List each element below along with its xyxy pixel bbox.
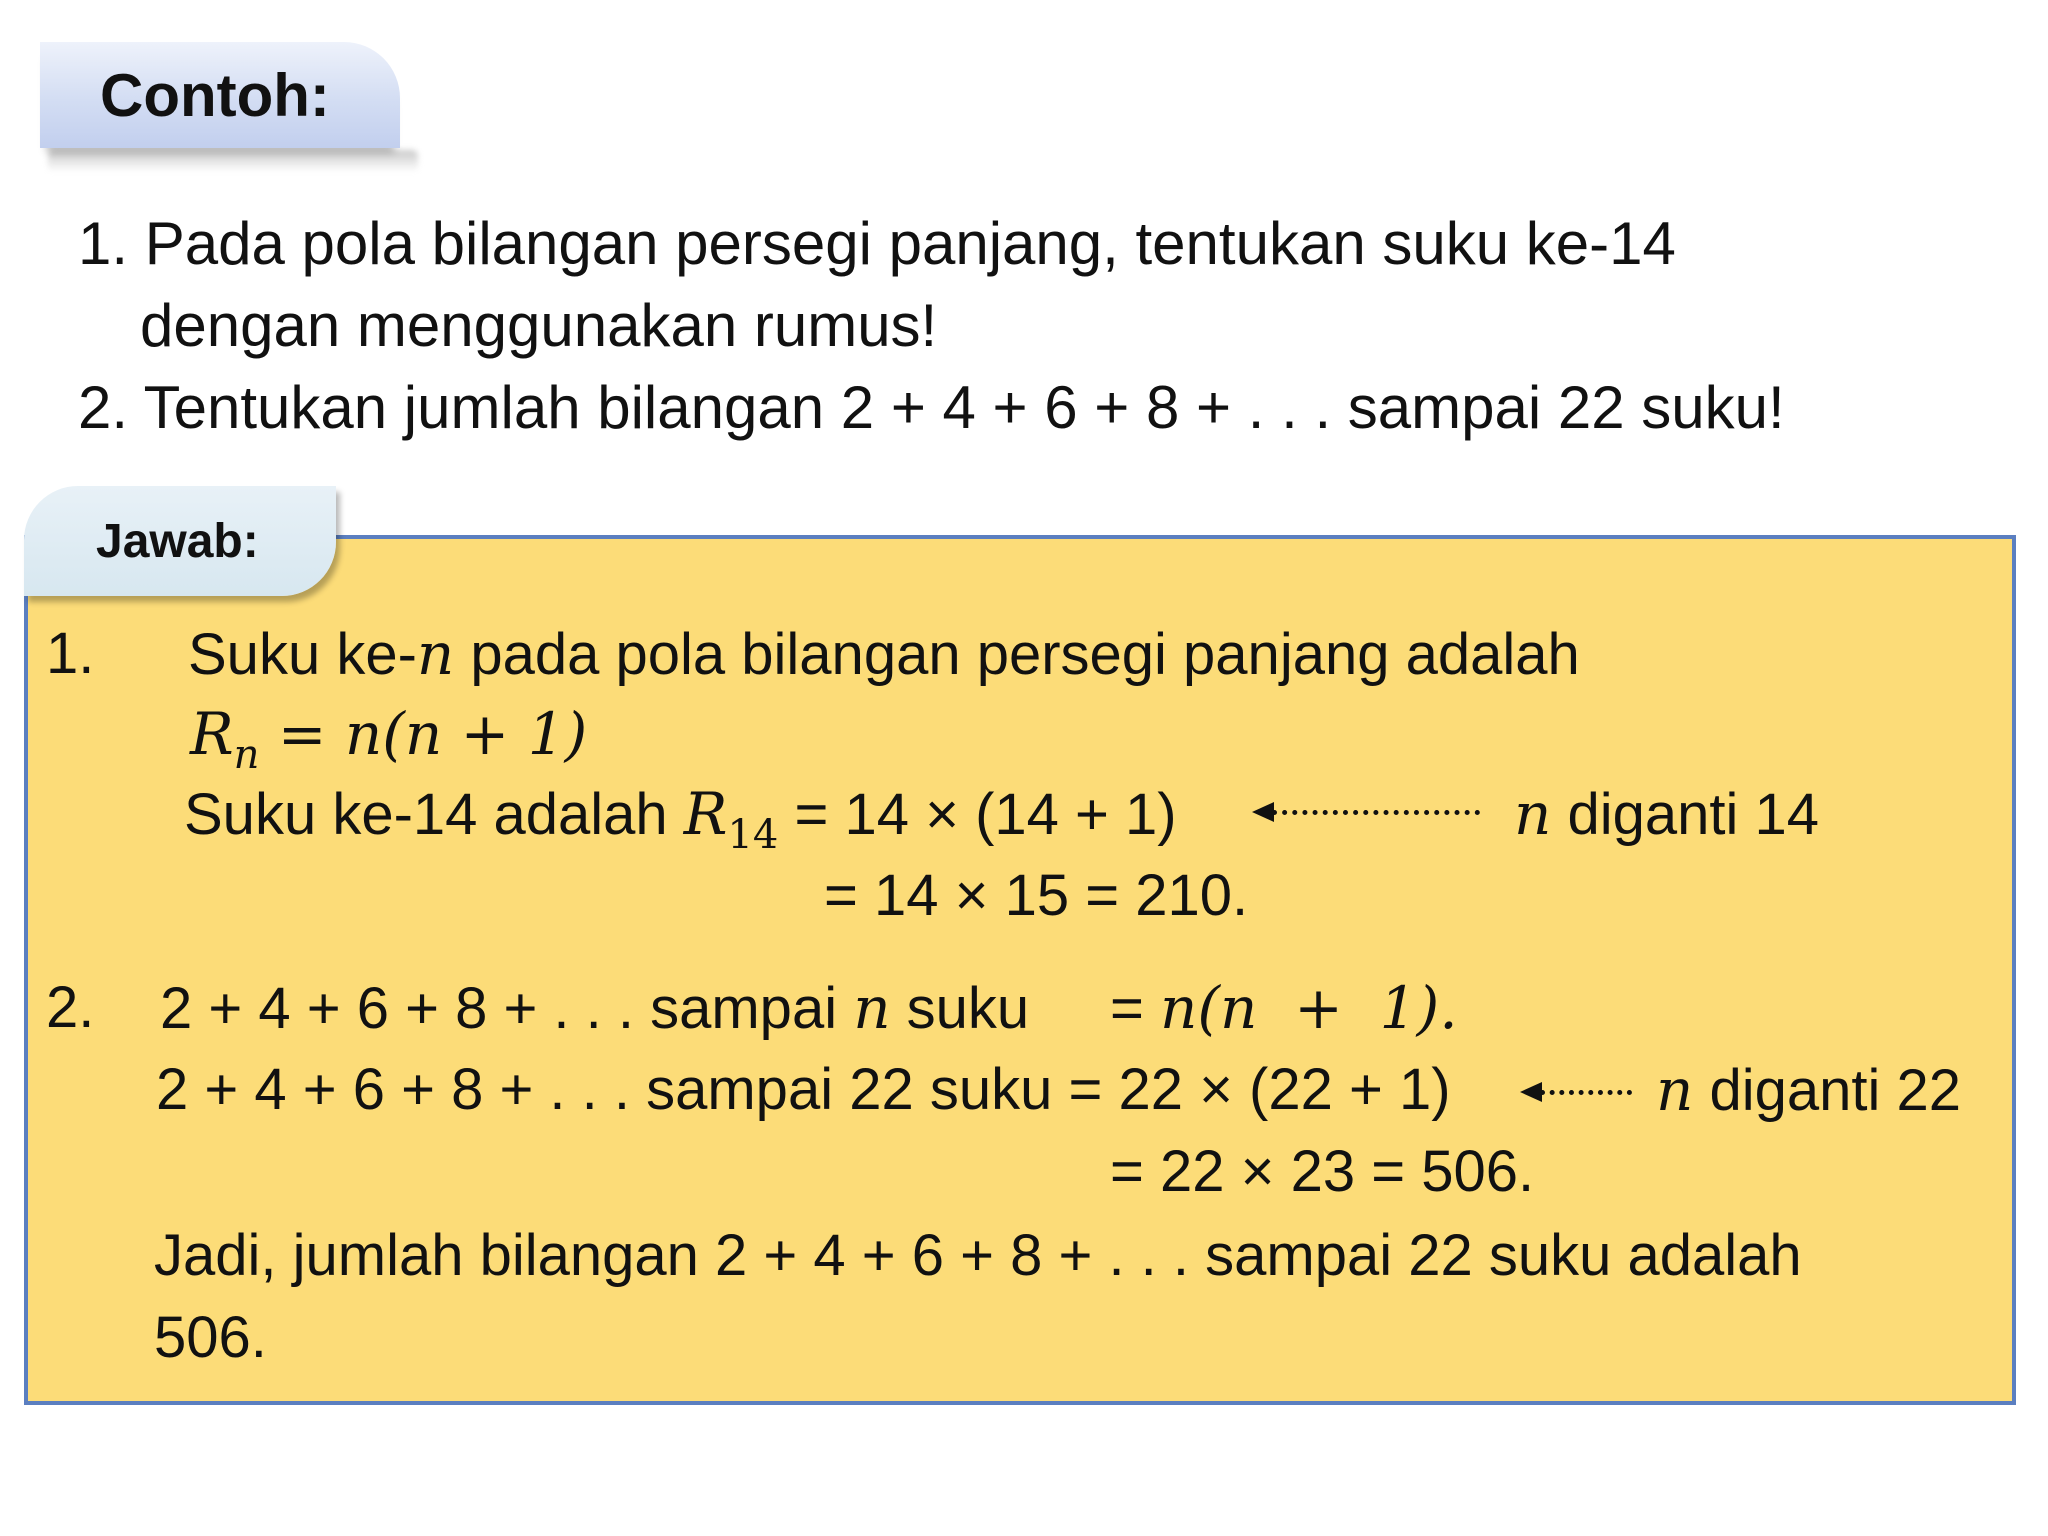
answer-2-line-1-eq: = [1110, 976, 1160, 1041]
answer-2-line-1 [160, 972, 1029, 1045]
answer-2-note-text: diganti 22 [1693, 1058, 1962, 1123]
answer-2-note-var: n [1656, 1056, 1694, 1124]
answer-1-line-3-pre: Suku ke-14 adalah [184, 782, 684, 847]
answer-label: Jawab: [96, 515, 259, 568]
answer-1-note [1514, 778, 1819, 851]
answer-2-line-1-post: suku [890, 976, 1030, 1041]
answer-2-line-1-result [1110, 972, 1458, 1045]
answer-1-line-1 [188, 618, 1580, 691]
answer-1-arrow-head [1252, 802, 1274, 822]
answer-1-number: 1. [46, 621, 95, 686]
answer-1-line-1-pre: Suku ke- [188, 622, 417, 687]
answer-1-formula-rest: = n(n + 1) [259, 700, 588, 768]
question-1-line-1: 1. Pada pola bilangan persegi panjang, tentukan suku ke-14 [78, 210, 1676, 277]
answer-1-line-1-post: pada pola bilangan persegi panjang adalah [454, 622, 1580, 687]
answer-1-formula [190, 698, 588, 778]
answer-1-line-3-eq: = 14 × (14 + 1) [778, 782, 1177, 847]
header-tab-shadow [48, 150, 418, 172]
answer-1-arrow-line [1272, 810, 1480, 815]
answer-1-note-text: diganti 14 [1551, 782, 1820, 847]
question-1-line-2: dengan menggunakan rumus! [140, 292, 938, 359]
answer-2-line-1-var: n [853, 974, 891, 1042]
answer-2-arrow-line [1540, 1090, 1632, 1095]
answer-2-line-3: = 22 × 23 = 506. [1110, 1139, 1535, 1204]
header-title: Contoh: [100, 62, 330, 129]
answer-2-arrow-head [1520, 1082, 1542, 1102]
question-2: 2. Tentukan jumlah bilangan 2 + 4 + 6 + 8 + . . . sampai 22 suku! [78, 374, 1785, 441]
answer-1-line-4: = 14 × 15 = 210. [824, 863, 1249, 928]
answer-1-formula-sub: n [233, 732, 260, 778]
answer-2-line-2: 2 + 4 + 6 + 8 + . . . sampai 22 suku = 22 × (22 + 1) [156, 1057, 1451, 1122]
answer-2-number: 2. [46, 975, 95, 1040]
answer-1-note-var: n [1514, 780, 1552, 848]
answer-2-line-1-formula: n(n + 1). [1160, 974, 1458, 1042]
answer-1-line-3-R: R [683, 780, 728, 848]
answer-1-line-1-var: n [416, 620, 455, 688]
answer-2-line-1-pre: 2 + 4 + 6 + 8 + . . . sampai [160, 976, 854, 1041]
answer-2-conclusion-line-1: Jadi, jumlah bilangan 2 + 4 + 6 + 8 + . . . sampai 22 suku adalah [154, 1223, 1802, 1288]
answer-2-note [1656, 1054, 1961, 1127]
answer-1-line-3-sub: 14 [727, 812, 779, 858]
answer-2-conclusion-line-2: 506. [154, 1305, 267, 1370]
answer-1-line-3 [184, 778, 1177, 858]
answer-1-formula-R: R [190, 700, 234, 768]
